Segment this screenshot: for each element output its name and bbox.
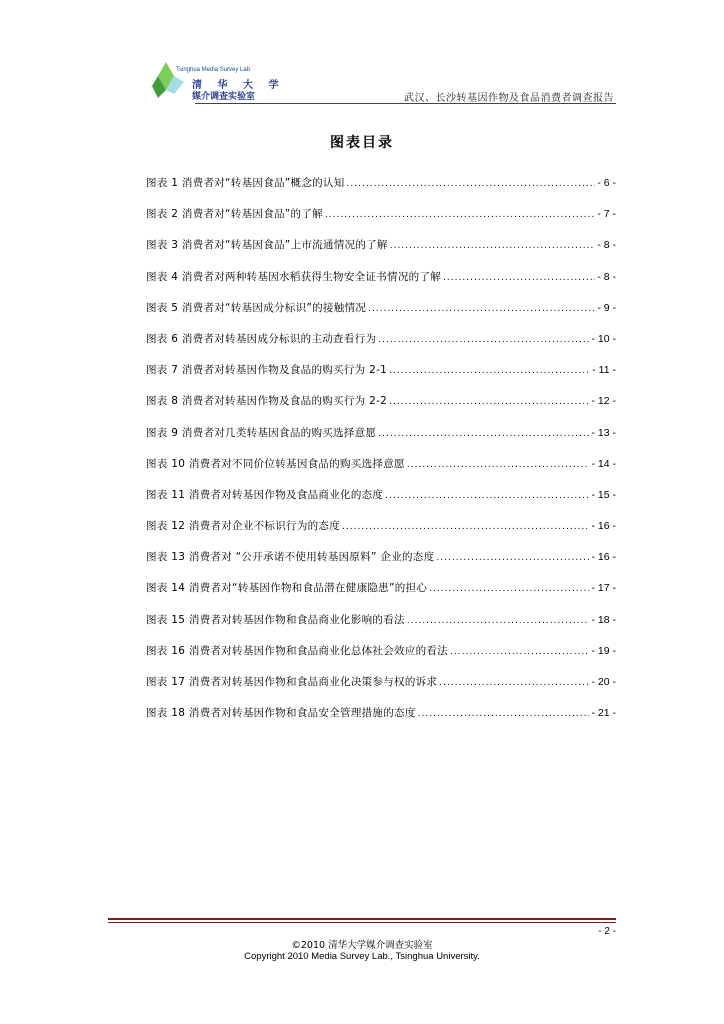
leaf-logo-icon — [150, 60, 190, 100]
toc-entry-page: - 17 - — [591, 582, 616, 595]
toc-leader-dots — [439, 678, 589, 688]
toc-entry-page: - 8 - — [597, 270, 616, 283]
toc-entry-label: 图表 4 消费者对两种转基因水稻获得生物安全证书情况的了解 — [146, 270, 442, 283]
footer-divider-thin — [108, 922, 616, 923]
toc-leader-dots — [418, 709, 590, 719]
logo-chinese-line2: 媒介调查实验室 — [192, 92, 256, 102]
toc-leader-dots — [368, 304, 595, 314]
toc-entry-label: 图表 17 消费者对转基因作物和食品商业化决策参与权的诉求 — [146, 676, 438, 688]
toc-entry-label: 图表 3 消费者对“转基因食品”上市流通情况的了解 — [146, 239, 388, 252]
footer-divider-thick — [108, 918, 616, 920]
table-of-figures — [146, 175, 616, 736]
logo-english-text: Tsinghua Media Survey Lab — [176, 67, 251, 73]
toc-entry-page: - 16 - — [591, 551, 616, 564]
toc-entry-page: - 13 - — [591, 426, 616, 439]
toc-entry[interactable] — [146, 362, 616, 393]
toc-entry[interactable] — [146, 425, 616, 456]
toc-entry-page: - 7 - — [597, 208, 616, 221]
toc-entry-label: 图表 7 消费者对转基因作物及食品的购买行为 2-1 — [146, 364, 388, 377]
toc-entry[interactable] — [146, 175, 616, 206]
toc-entry-label: 图表 15 消费者对转基因作物和食品商业化影响的看法 — [146, 613, 405, 626]
toc-entry-label: 图表 12 消费者对企业不标识行为的态度 — [146, 520, 341, 533]
toc-entry-page: - 16 - — [591, 520, 616, 533]
toc-leader-dots — [385, 491, 589, 501]
toc-entry-label: 图表 9 消费者对几类转基因食品的购买选择意愿 — [146, 426, 377, 439]
toc-entry-page: - 21 - — [591, 707, 616, 720]
toc-entry[interactable] — [146, 237, 616, 268]
toc-entry[interactable] — [146, 705, 616, 736]
header-divider — [195, 103, 616, 104]
toc-entry-page: - 15 - — [591, 488, 616, 501]
toc-leader-dots — [429, 584, 589, 594]
toc-entry[interactable] — [146, 643, 616, 674]
toc-leader-dots — [407, 616, 590, 626]
toc-entry[interactable] — [146, 206, 616, 237]
toc-entry[interactable] — [146, 393, 616, 424]
toc-leader-dots — [347, 179, 596, 189]
toc-entry-label: 图表 8 消费者对转基因作物及食品的购买行为 2-2 — [146, 395, 388, 408]
toc-entry[interactable] — [146, 456, 616, 487]
toc-entry-label: 图表 10 消费者对不同价位转基因食品的购买选择意愿 — [146, 457, 405, 470]
toc-entry-page: - 19 - — [591, 644, 616, 657]
toc-entry-page: - 14 - — [591, 457, 616, 470]
toc-entry-page: - 10 - — [591, 332, 616, 345]
toc-leader-dots — [325, 210, 595, 220]
toc-entry-label: 图表 1 消费者对“转基因食品”概念的认知 — [146, 177, 345, 189]
toc-entry[interactable] — [146, 549, 616, 580]
toc-entry[interactable] — [146, 580, 616, 611]
footer-copyright-chinese: ©2010 清华大学媒介调查实验室 — [291, 940, 433, 951]
toc-entry[interactable] — [146, 300, 616, 331]
toc-entry-label: 图表 16 消费者对转基因作物和食品商业化总体社会效应的看法 — [146, 644, 449, 657]
toc-leader-dots — [450, 647, 589, 657]
report-header-title: 武汉、长沙转基因作物及食品消费者调查报告 — [404, 93, 614, 104]
toc-entry-page: - 6 - — [597, 177, 616, 189]
toc-entry-page: - 8 - — [597, 239, 616, 252]
page-number: - 2 - — [598, 926, 616, 937]
toc-entry[interactable] — [146, 674, 616, 705]
toc-entry-page: - 18 - — [591, 613, 616, 626]
toc-entry-page: - 12 - — [591, 395, 616, 408]
toc-leader-dots — [378, 429, 589, 439]
toc-entry[interactable] — [146, 269, 616, 300]
footer-copyright-english: Copyright 2010 Media Survey Lab., Tsinghua University. — [244, 951, 480, 962]
toc-entry-page: - 9 - — [597, 301, 616, 314]
toc-leader-dots — [389, 366, 590, 376]
toc-entry-label: 图表 5 消费者对“转基因成分标识”的接触情况 — [146, 301, 367, 314]
lab-logo — [150, 60, 290, 104]
toc-entry-label: 图表 6 消费者对转基因成分标识的主动查看行为 — [146, 332, 377, 345]
page-title: 图表目录 — [330, 135, 394, 151]
toc-entry[interactable] — [146, 487, 616, 518]
toc-entry[interactable] — [146, 518, 616, 549]
toc-leader-dots — [436, 553, 589, 563]
toc-entry-label: 图表 2 消费者对“转基因食品”的了解 — [146, 208, 323, 221]
logo-chinese-line1: 清 华 大 学 — [192, 80, 285, 91]
toc-entry-label: 图表 14 消费者对“转基因作物和食品潜在健康隐患”的担心 — [146, 582, 428, 595]
toc-entry-label: 图表 18 消费者对转基因作物和食品安全管理措施的态度 — [146, 707, 416, 720]
toc-entry-page: - 20 - — [591, 676, 616, 688]
toc-leader-dots — [443, 273, 595, 283]
toc-leader-dots — [390, 241, 596, 251]
toc-entry-label: 图表 11 消费者对转基因作物及食品商业化的态度 — [146, 488, 384, 501]
toc-leader-dots — [378, 335, 589, 345]
toc-entry[interactable] — [146, 612, 616, 643]
toc-entry-label: 图表 13 消费者对 “公开承诺不使用转基因原料” 企业的态度 — [146, 551, 435, 564]
toc-leader-dots — [407, 460, 590, 470]
toc-leader-dots — [342, 522, 589, 532]
toc-entry-page: - 11 - — [592, 364, 616, 377]
toc-entry[interactable] — [146, 331, 616, 362]
toc-leader-dots — [389, 397, 589, 407]
